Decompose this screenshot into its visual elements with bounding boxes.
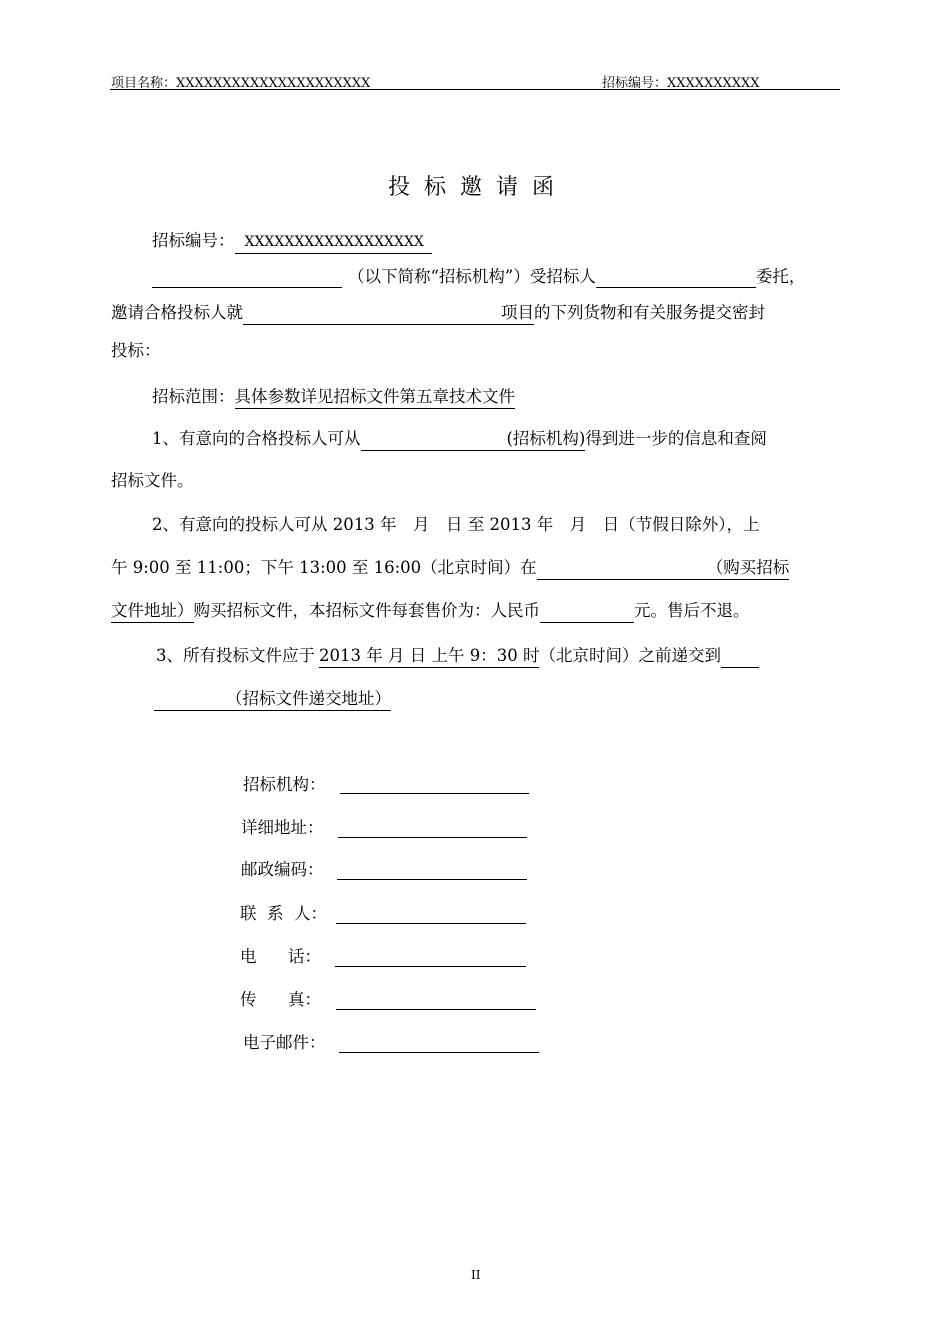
intro-line-2: 邀请合格投标人就 项目的下列货物和有关服务提交密封 — [111, 302, 765, 325]
contact-fax-label: 传 真： — [240, 990, 321, 1009]
scope-line: 招标范围：具体参数详见招标文件第五章技术文件 — [152, 386, 515, 409]
bid-number-value: XXXXXXXXXXXXXXXXXX — [235, 231, 432, 254]
contact-agency-line[interactable] — [340, 793, 529, 794]
price-blank — [540, 604, 634, 623]
contact-address-label: 详细地址： — [241, 818, 324, 837]
item-2-line-2: 午 9:00 至 11:00；下午 13:00 至 16:00（北京时间）在 （购买招标 — [111, 557, 789, 580]
page-number: II — [471, 1268, 481, 1282]
contact-fax-line[interactable] — [336, 1009, 536, 1010]
item-1-line-2: 招标文件。 — [111, 471, 194, 490]
item-2-line-1: 2、有意向的投标人可从 2013 年 月 日 至 2013 年 月 日（节假日除外），上 — [152, 515, 760, 534]
header-bid-number: 招标编号：XXXXXXXXXX — [602, 76, 760, 91]
agency-blank — [152, 269, 342, 288]
page-title: 投标邀请函 — [388, 175, 569, 200]
contact-phone-line[interactable] — [335, 966, 526, 967]
header-rule — [110, 89, 840, 90]
intro-line-3: 投标： — [111, 341, 161, 360]
contact-person-label: 联 系 人： — [240, 904, 327, 923]
contact-postcode-label: 邮政编码： — [241, 860, 324, 879]
info-agency-blank: (招标机构) — [361, 428, 586, 451]
contact-address-line[interactable] — [338, 837, 527, 838]
contact-person-line[interactable] — [336, 923, 526, 924]
item-2-line-3: 文件地址）购买招标文件，本招标文件每套售价为：人民币 元。售后不退。 — [111, 600, 750, 623]
intro-line-1: （以下简称“招标机构”）受招标人 委托， — [152, 266, 805, 288]
item-1-line-1: 1、有意向的合格投标人可从 (招标机构)得到进一步的信息和查阅 — [152, 428, 767, 451]
scope-value: 具体参数详见招标文件第五章技术文件 — [235, 386, 516, 409]
contact-agency-label: 招标机构： — [243, 775, 326, 794]
deadline-value: 2013 年 月 日 上午 9：30 时 — [319, 645, 539, 668]
project-name-blank: 项目 — [243, 302, 534, 325]
contact-email-label: 电子邮件： — [243, 1033, 326, 1052]
contact-email-line[interactable] — [339, 1052, 539, 1053]
purchase-address-blank-end: 文件地址） — [111, 600, 194, 623]
contact-phone-label: 电 话： — [240, 947, 321, 966]
bid-number-label: 招标编号： — [152, 231, 235, 250]
tenderer-blank — [596, 269, 756, 288]
item-3-line-1: 3、所有投标文件应于 2013 年 月 日 上午 9：30 时（北京时间）之前递交到 — [156, 645, 759, 668]
purchase-address-blank: （购买招标 — [537, 557, 790, 580]
item-3-line-2 — [154, 688, 391, 711]
submission-address-blank — [721, 649, 759, 668]
submission-address-blank-end: （招标文件递交地址） — [154, 688, 391, 711]
bid-number-line — [152, 230, 432, 254]
contact-postcode-line[interactable] — [337, 879, 527, 880]
header-project-name: 项目名称：XXXXXXXXXXXXXXXXXXXXX — [111, 76, 371, 91]
